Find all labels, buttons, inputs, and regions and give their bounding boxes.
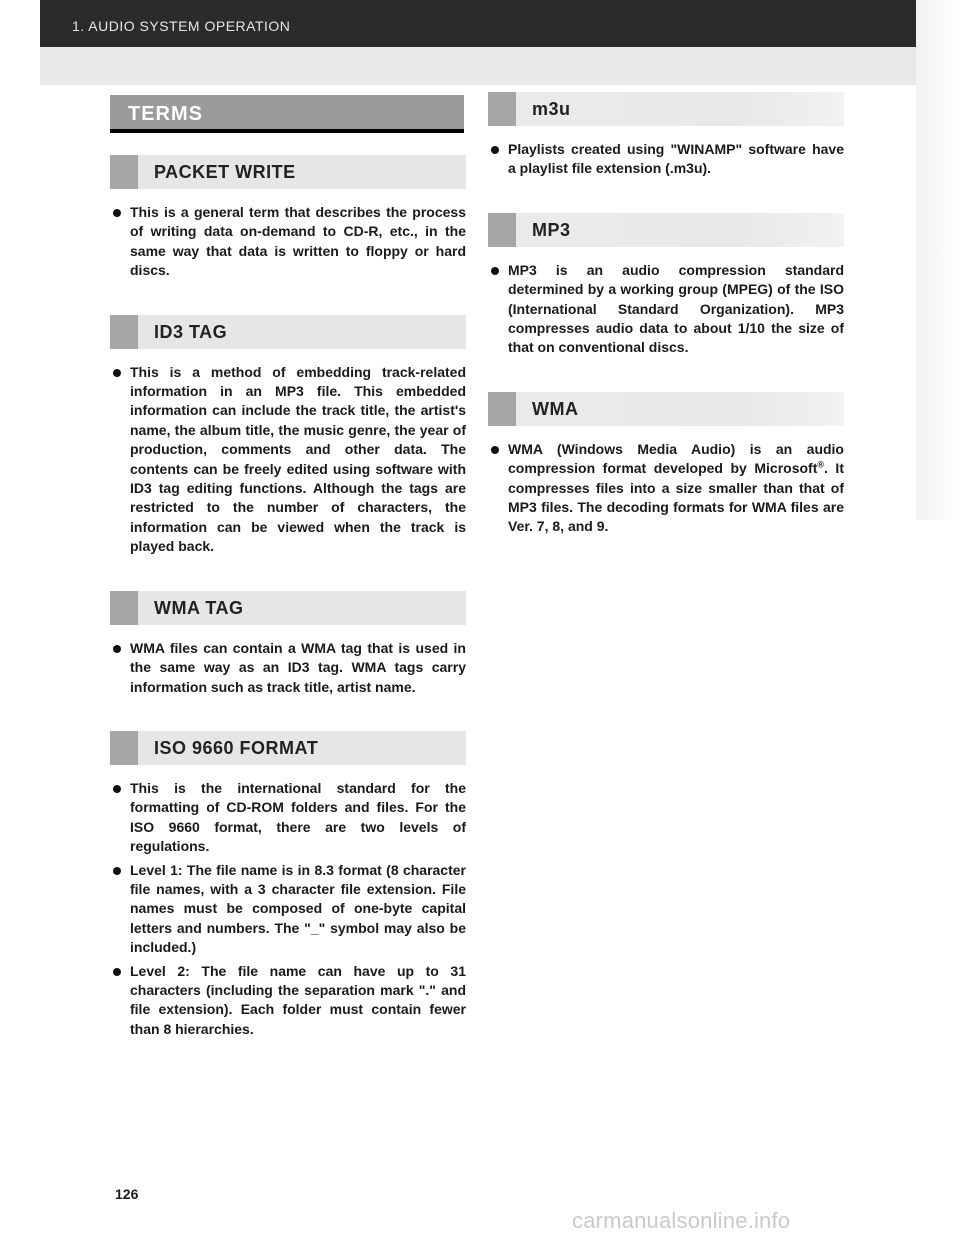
section-heading-wma: [488, 392, 844, 426]
bullet-item: [488, 440, 844, 537]
section-heading-label: PACKET WRITE: [154, 162, 296, 182]
section-heading-label: WMA TAG: [154, 597, 244, 618]
section-heading-label: m3u: [532, 99, 571, 119]
section-heading-label: WMA: [532, 398, 579, 419]
terms-banner: TERMS: [110, 95, 464, 133]
page-number: 126: [115, 1186, 139, 1202]
bullet-item: Level 2: The file name can have up to 31 characters (including the separation mark "." and file extension). Each folder must contain fewer than 8 hierarchies.: [110, 962, 466, 1040]
right-column: [488, 92, 844, 541]
heading-marker: [110, 731, 138, 765]
heading-marker: [488, 213, 516, 247]
watermark: carmanualsonline.info: [572, 1208, 791, 1233]
bullet-item: WMA files can contain a WMA tag that is used in the same way as an ID3 tag. WMA tags carry information such as track title, artist name.: [110, 639, 466, 697]
section-heading-id3-tag: [110, 315, 466, 349]
page-edge-shadow: [916, 0, 960, 520]
bullet-text: WMA (Windows Media Audio) is an audio compression format developed by Microsoft: [508, 440, 844, 477]
heading-marker: [110, 591, 138, 625]
registered-mark: ®: [817, 459, 825, 470]
section-heading-iso-9660: [110, 731, 466, 765]
bullet-item: This is the international standard for the formatting of CD-ROM folders and files. For the ISO 9660 format, there are two levels of regulations.: [110, 779, 466, 857]
section-heading-m3u: [488, 92, 844, 126]
bullet-item: This is a method of embedding track-related information in an MP3 file. This embedded information can include the track title, the artist's name, the album title, the music genre, the year of production, comments and other data. The contents can be freely edited using software with ID3 tag editing functions. Although the tags are restricted to the number of characters, the information can be viewed when the track is played back.: [110, 363, 466, 557]
section-heading-mp3: [488, 213, 844, 247]
heading-marker: [110, 155, 138, 189]
section-heading-wma-tag: [110, 591, 466, 625]
bullet-text: . It compresses files into a size smaller than that of MP3 files. The decoding formats for WMA files are Ver. 7, 8, and 9.: [508, 460, 844, 535]
bullet-item: This is a general term that describes the process of writing data on-demand to CD-R, etc., in the same way that data is written to floppy or hard discs.: [110, 203, 466, 281]
section-heading-label: ID3 TAG: [154, 321, 228, 342]
heading-marker: [488, 92, 516, 126]
section-heading-packet-write: [110, 155, 466, 189]
bullet-item: MP3 is an audio compression standard determined by a working group (MPEG) of the ISO (International Standard Organization). MP3 compresses audio data to about 1/10 the size of that on conventional discs.: [488, 261, 844, 358]
subheader-band: [40, 47, 920, 85]
section-heading-label: MP3: [532, 219, 571, 240]
chapter-title: 1. AUDIO SYSTEM OPERATION: [72, 18, 291, 34]
heading-marker: [488, 392, 516, 426]
left-column: [110, 95, 466, 1043]
bullet-item: Level 1: The file name is in 8.3 format (8 character file names, with a 3 character file extension. File names must be composed of one-byte capital letters and numbers. The "_" symbol may also be included.): [110, 861, 466, 958]
bullet-item: Playlists created using "WINAMP" software have a playlist file extension (.m3u).: [488, 140, 844, 179]
section-heading-label: ISO 9660 FORMAT: [154, 737, 319, 758]
heading-marker: [110, 315, 138, 349]
